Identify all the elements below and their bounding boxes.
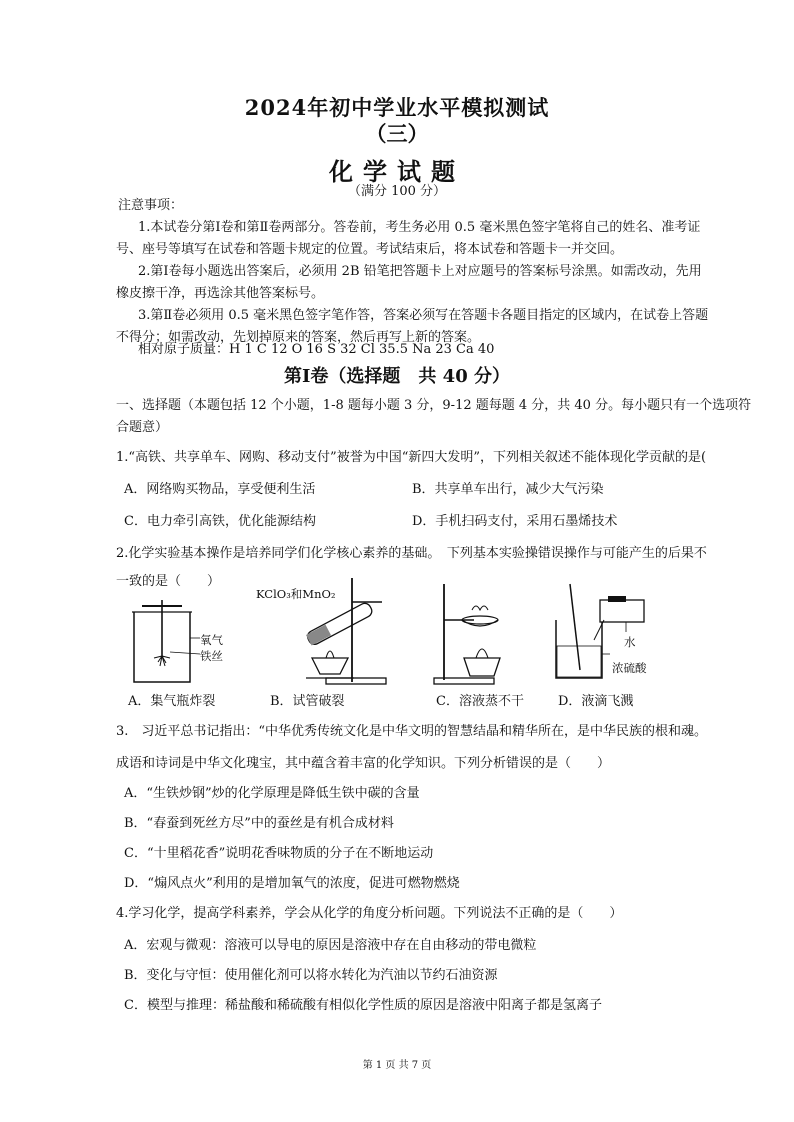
page-number: 第 1 页 共 7 页 <box>362 1060 432 1071</box>
note-1-line2: 号、座号等填写在试卷和答题卡规定的位置。考试结束后，将本试卷和答题卡一并交回。 <box>116 242 624 257</box>
q3-stem-line1: 3. 习近平总书记指出：“中华优秀传统文化是中华文明的智慧结晶和精华所在，是中华民族的根和魂。 <box>116 724 708 739</box>
exam-subtitle: （三） <box>365 121 429 146</box>
label-reagent: KClO₃和MnO₂ <box>256 587 336 601</box>
notes-heading: 注意事项： <box>118 198 184 213</box>
q1-option-a: A．网络购买物品，享受便利生活 <box>124 482 316 497</box>
atomic-mass-line: 相对原子质量：H 1 C 12 O 16 S 32 Cl 35.5 Na 23 Ca 40 <box>138 342 495 357</box>
q4-stem: 4.学习化学，提高学科素养，学会从化学的角度分析问题。下列说法不正确的是（ ） <box>116 906 623 921</box>
q2-option-a: A．集气瓶炸裂 <box>128 694 216 709</box>
label-water: 水 <box>624 635 636 649</box>
q2-option-d: D．液滴飞溅 <box>558 694 634 709</box>
q2-option-b: B．试管破裂 <box>270 694 345 709</box>
q3-stem-line2: 成语和诗词是中华文化瑰宝，其中蕴含着丰富的化学知识。下列分析错误的是（ ） <box>116 756 611 771</box>
q3-option-b: B．“春蚕到死丝方尽”中的蚕丝是有机合成材料 <box>124 816 394 831</box>
note-2-line2: 橡皮擦干净，再选涂其他答案标号。 <box>116 286 325 301</box>
section-1-title: 第Ⅰ卷（选择题 共 40 分） <box>283 366 510 387</box>
q3-option-a: A．“生铁炒钢”炒的化学原理是降低生铁中碳的含量 <box>124 786 420 801</box>
note-3-line1: 3.第Ⅱ卷必须用 0.5 毫米黑色签字笔作答，答案必须写在答题卡各题目指定的区域内，在试卷上答题 <box>138 308 709 323</box>
note-1-line1: 1.本试卷分第Ⅰ卷和第Ⅱ卷两部分。答卷前，考生务必用 0.5 毫米黑色签字笔将自己的姓名、准考证 <box>138 220 701 235</box>
note-2-line1: 2.第Ⅰ卷每小题选出答案后，必须用 2B 铅笔把答题卡上对应题号的答案标号涂黑。如需改动，先用 <box>138 264 702 279</box>
label-sulfuric-acid: 浓硫酸 <box>612 661 647 675</box>
q3-option-c: C．“十里稻花香”说明花香味物质的分子在不断地运动 <box>124 846 434 861</box>
section-1-intro-line1: 一、选择题（本题包括 12 个小题，1-8 题每小题 3 分，9-12 题每题 4 分，共 40 分。每小题只有一个选项符 <box>116 398 752 413</box>
q4-option-c: C．模型与推理：稀盐酸和稀硫酸有相似化学性质的原因是溶液中阳离子都是氢离子 <box>124 998 602 1013</box>
section-1-intro-line2: 合题意） <box>116 420 169 435</box>
q4-option-b: B．变化与守恒：使用催化剂可以将水转化为汽油以节约石油资源 <box>124 968 498 983</box>
q2-stem-line2: 一致的是（ ） <box>116 574 221 589</box>
exam-title: 2024年初中学业水平模拟测试 <box>244 95 550 120</box>
label-iron-wire: 铁丝 <box>200 649 223 663</box>
q3-option-d: D．“煽风点火”利用的是增加氧气的浓度，促进可燃物燃烧 <box>124 876 460 891</box>
q1-option-d: D．手机扫码支付，采用石墨烯技术 <box>412 514 618 529</box>
q1-option-c: C．电力牵引高铁，优化能源结构 <box>124 514 316 529</box>
q1-stem: 1.“高铁、共享单车、网购、移动支付”被誉为中国“新四大发明”，下列相关叙述不能体现化学贡献的是( <box>116 450 707 465</box>
q2-option-c: C．溶液蒸不干 <box>436 694 524 709</box>
figure-test-tube <box>290 574 400 686</box>
q4-option-a: A．宏观与微观：溶液可以导电的原因是溶液中存在自由移动的带电微粒 <box>124 938 537 953</box>
figure-evaporating-dish <box>430 580 530 686</box>
label-oxygen: 氧气 <box>200 633 223 647</box>
note-3-line2: 不得分；如需改动，先划掉原来的答案，然后再写上新的答案。 <box>116 330 481 345</box>
q1-option-b: B．共享单车出行，减少大气污染 <box>412 482 604 497</box>
figure-beaker <box>546 580 666 686</box>
subject-title: 化学试题 <box>329 157 465 186</box>
score-note: （满分 100 分） <box>347 184 447 199</box>
q2-stem-line1: 2.化学实验基本操作是培养同学们化学核心素养的基础。 下列基本实验操错误操作与可能产生的后果不 <box>116 546 707 561</box>
